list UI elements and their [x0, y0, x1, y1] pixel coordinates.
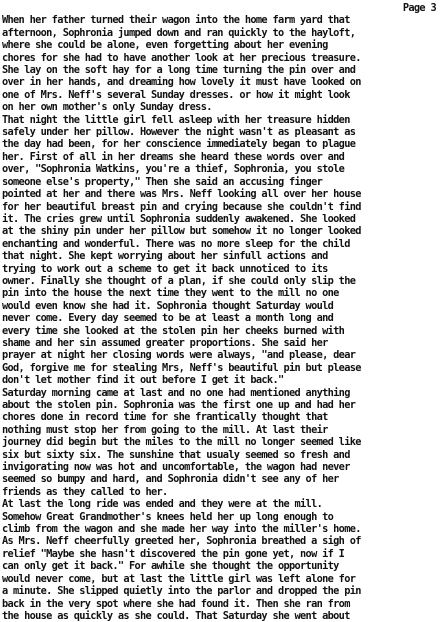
text-line: about the stolen pin. Sophronia was the first one up and had her: [2, 399, 356, 411]
text-line: Saturday morning came at last and no one had mentioned anything: [2, 386, 350, 399]
text-line: shame and her sin assumed greater proportions. She said her: [2, 336, 328, 349]
text-line: every time she looked at the stolen pin her cheeks burned with: [2, 324, 345, 337]
text-line: one of Mrs. Neff's several Sunday dresses. or how it might look: [2, 88, 350, 101]
text-line: where she could be alone, even forgetting about her evening: [2, 39, 328, 52]
text-line: it. The cries grew until Sophronia suddenly awakened. She looked: [2, 212, 356, 225]
text-line: a minute. She slipped quietly into the parlor and dropped the pin: [2, 585, 361, 598]
text-line: pin into the house the next time they went to the mill no one: [2, 287, 339, 300]
text-line: over, "Sophronia Watkins, you're a thief, Sophronia, you stole: [2, 163, 345, 176]
text-line: When her father turned their wagon into the home farm yard that: [2, 14, 350, 27]
text-line: enchanting and wonderful. There was no more sleep for the child: [2, 237, 350, 250]
text-line: back in the very spot where she had found it. Then she ran from: [2, 597, 350, 610]
text-line: God, forgive me for stealing Mrs, Neff's beautiful pin but please: [2, 361, 361, 374]
body-text: [2, 14, 438, 622]
text-line: relief "Maybe she hasn't discovered the pin gone yet, now if I: [2, 547, 345, 560]
document-page: [2, 2, 438, 622]
text-line: for her beautiful breast pin and crying because she couldn't find: [2, 200, 361, 213]
text-line: At last the long ride was ended and they were at the mill.: [2, 498, 323, 511]
text-line: She lay on the soft hay for a long time turning the pin over and: [2, 64, 356, 77]
text-line: never come. Every day seemed to be at least a month long and: [2, 312, 334, 325]
text-line: can only get it back." For awhile she thought the opportunity: [2, 560, 339, 573]
text-line: chores done in record time for she frantically thought that: [2, 411, 328, 424]
text-line: would even know she had it. Sophronia thought Saturday would: [2, 299, 334, 312]
text-line: safely under her pillow. However the night wasn't as pleasant as: [2, 126, 356, 139]
text-line: nothing must stop her from going to the mill. At last their: [2, 423, 328, 436]
text-line: would never come, but at last the little girl was left alone for: [2, 572, 356, 585]
text-line: chores for she had to have another look at her precious treasure.: [2, 51, 361, 64]
text-line: on her own mother's only Sunday dress.: [2, 101, 212, 114]
text-line: afternoon, Sophronia jumped down and ran quickly to the hayloft,: [2, 26, 356, 39]
text-line: the house as quickly as she could. That Saturday she went about: [2, 609, 350, 622]
text-line: That night the little girl fell asleep with her treasure hidden: [2, 113, 350, 126]
text-line: prayer at night her closing words were always, "and please, dear: [2, 349, 356, 362]
text-line: at the shiny pin under her pillow but somehow it no longer looked: [2, 225, 361, 238]
text-line: that night. She kept worrying about her sinfull actions and: [2, 250, 328, 263]
text-line: trying to work out a scheme to get it back unnoticed to its: [2, 262, 328, 275]
text-line: Somehow Great Grandmother's knees held her up long enough to: [2, 510, 334, 523]
text-line: As Mrs. Neff cheerfully greeted her, Sophronia breathed a sigh of: [2, 535, 361, 548]
text-line: over in her hands, and dreaming how lovely it must have looked on: [2, 76, 361, 89]
text-line: someone else's property," Then she said an accusing finger: [2, 175, 323, 188]
text-line: invigorating now was hot and uncomfortable, the wagon had never: [2, 461, 350, 474]
text-line: climb from the wagon and she made her way into the miller's home.: [2, 523, 361, 536]
text-line: owner. Finally she thought of a plan, if she could only slip the: [2, 274, 356, 287]
text-line: don't let mother find it out before I get it back.": [2, 374, 284, 387]
text-line: her. First of all in her dreams she heard these words over and: [2, 150, 345, 163]
text-line: pointed at her and there was Mrs. Neff looking all over her house: [2, 188, 361, 201]
text-line: seemed so bumpy and hard, and Sophronia didn't see any of her: [2, 473, 339, 486]
text-line: journey did begin but the miles to the mill no longer seemed like: [2, 436, 361, 449]
text-line: the day had been, for her conscience immediately began to plague: [2, 138, 356, 151]
text-line: friends as they called to her.: [2, 485, 168, 498]
text-line: six but sixty six. The sunshine that usualy seemed so fresh and: [2, 448, 350, 461]
page-number: Page 3: [402, 2, 436, 14]
